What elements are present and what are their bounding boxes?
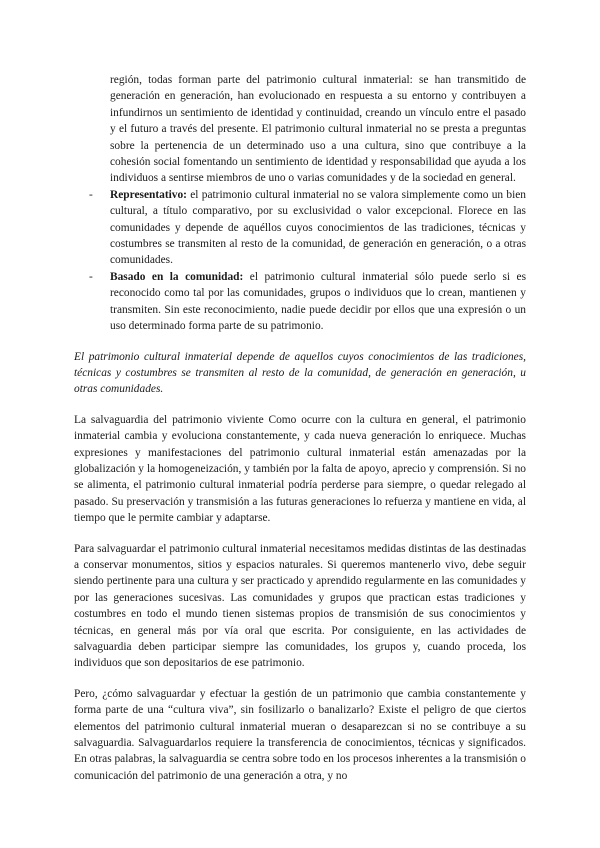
italic-quote-paragraph: El patrimonio cultural inmaterial depende de aquellos cuyos conocimientos de las tradiciones, técnicas y costumbres se transmiten al resto de la comunidad, de generación en generación, u otras comunidades. [74, 350, 526, 396]
list-item-text: el patrimonio cultural inmaterial sólo puede serlo si es reconocido como tal por las comunidades, grupos o individuos que lo crean, mantienen y transmiten. Sin este reconocimiento, nadie puede decidir por ellos que una expresión o un uso determinado forma parte de su patrimonio. [110, 270, 526, 333]
list-marker: - [89, 270, 93, 283]
body-paragraph-medidas: Para salvaguardar el patrimonio cultural inmaterial necesitamos medidas distintas de las destinadas a conservar monumentos, sitios y espacios naturales. Si queremos mantenerlo vivo, debe seguir siendo pertinente para una cultura y ser practicado y aprendido regularmente en las comunidades y por las generaciones sucesivas. Las comunidades y grupos que practican estas tradiciones y costumbres en todo el mundo tienen sistemas propios de transmisión de sus conocimientos y técnicas, en general más por vía oral que escrita. Por consiguiente, en las actividades de salvaguardia deben participar siempre las comunidades, los grupos y, cuando proceda, los individuos que son depositarios de ese patrimonio. [74, 542, 526, 670]
list-item-term: Basado en la comunidad: [110, 270, 244, 283]
list-item-representativo [89, 187, 526, 269]
list-marker: - [89, 188, 93, 201]
body-paragraph-gestion: Pero, ¿cómo salvaguardar y efectuar la gestión de un patrimonio que cambia constantemente y forma parte de una “cultura viva”, sin fosilizarlo o banalizarlo? Existe el peligro de que ciertos elementos del patrimonio cultural inmaterial mueran o desaparezcan si no se contribuye a su salvaguardia. Salvaguardarlos requiere la transferencia de conocimientos, técnicas y significados. En otras palabras, la salvaguardia se centra sobre todo en los procesos inherentes a la transmisión o comunicación del patrimonio de una generación a otra, y no [74, 687, 526, 782]
list-item-text: el patrimonio cultural inmaterial no se valora simplemente como un bien cultural, a título comparativo, por su exclusividad o valor excepcional. Florece en las comunidades y depende de aquéllos cuyos conocimientos de las tradiciones, técnicas y costumbres se transmiten al resto de la comunidad, de generación en generación, o a otras comunidades. [110, 188, 526, 267]
list-item-term: Representativo: [110, 188, 187, 201]
intro-continuation-paragraph: región, todas forman parte del patrimonio cultural inmaterial: se han transmitido de generación en generación, han evolucionado en respuesta a su entorno y contribuyen a infundirnos un sentimiento de identidad y continuidad, creando un vínculo entre el pasado y el futuro a través del presente. El patrimonio cultural inmaterial no se presta a preguntas sobre la pertenencia de un determinado uso a una cultura, sino que contribuye a la cohesión social fomentando un sentimiento de identidad y responsabilidad que ayuda a los individuos a sentirse miembros de uno o varias comunidades y de la sociedad en general. [110, 74, 526, 185]
characteristics-list [74, 187, 526, 335]
body-paragraph-salvaguardia: La salvaguardia del patrimonio viviente Como ocurre con la cultura en general, el patrimonio inmaterial cambia y evoluciona constantemente, y cada nueva generación lo enriquece. Muchas expresiones y manifestaciones del patrimonio cultural inmaterial están amenazadas por la globalización y la homogeneización, y también por la falta de apoyo, aprecio y comprensión. Si no se alimenta, el patrimonio cultural inmaterial podría perderse para siempre, o quedar relegado al pasado. Su preservación y transmisión a las futuras generaciones lo refuerza y mantiene en vida, al tiempo que le permite cambiar y adaptarse. [74, 413, 526, 525]
list-item-basado-en-la-comunidad [89, 269, 526, 335]
